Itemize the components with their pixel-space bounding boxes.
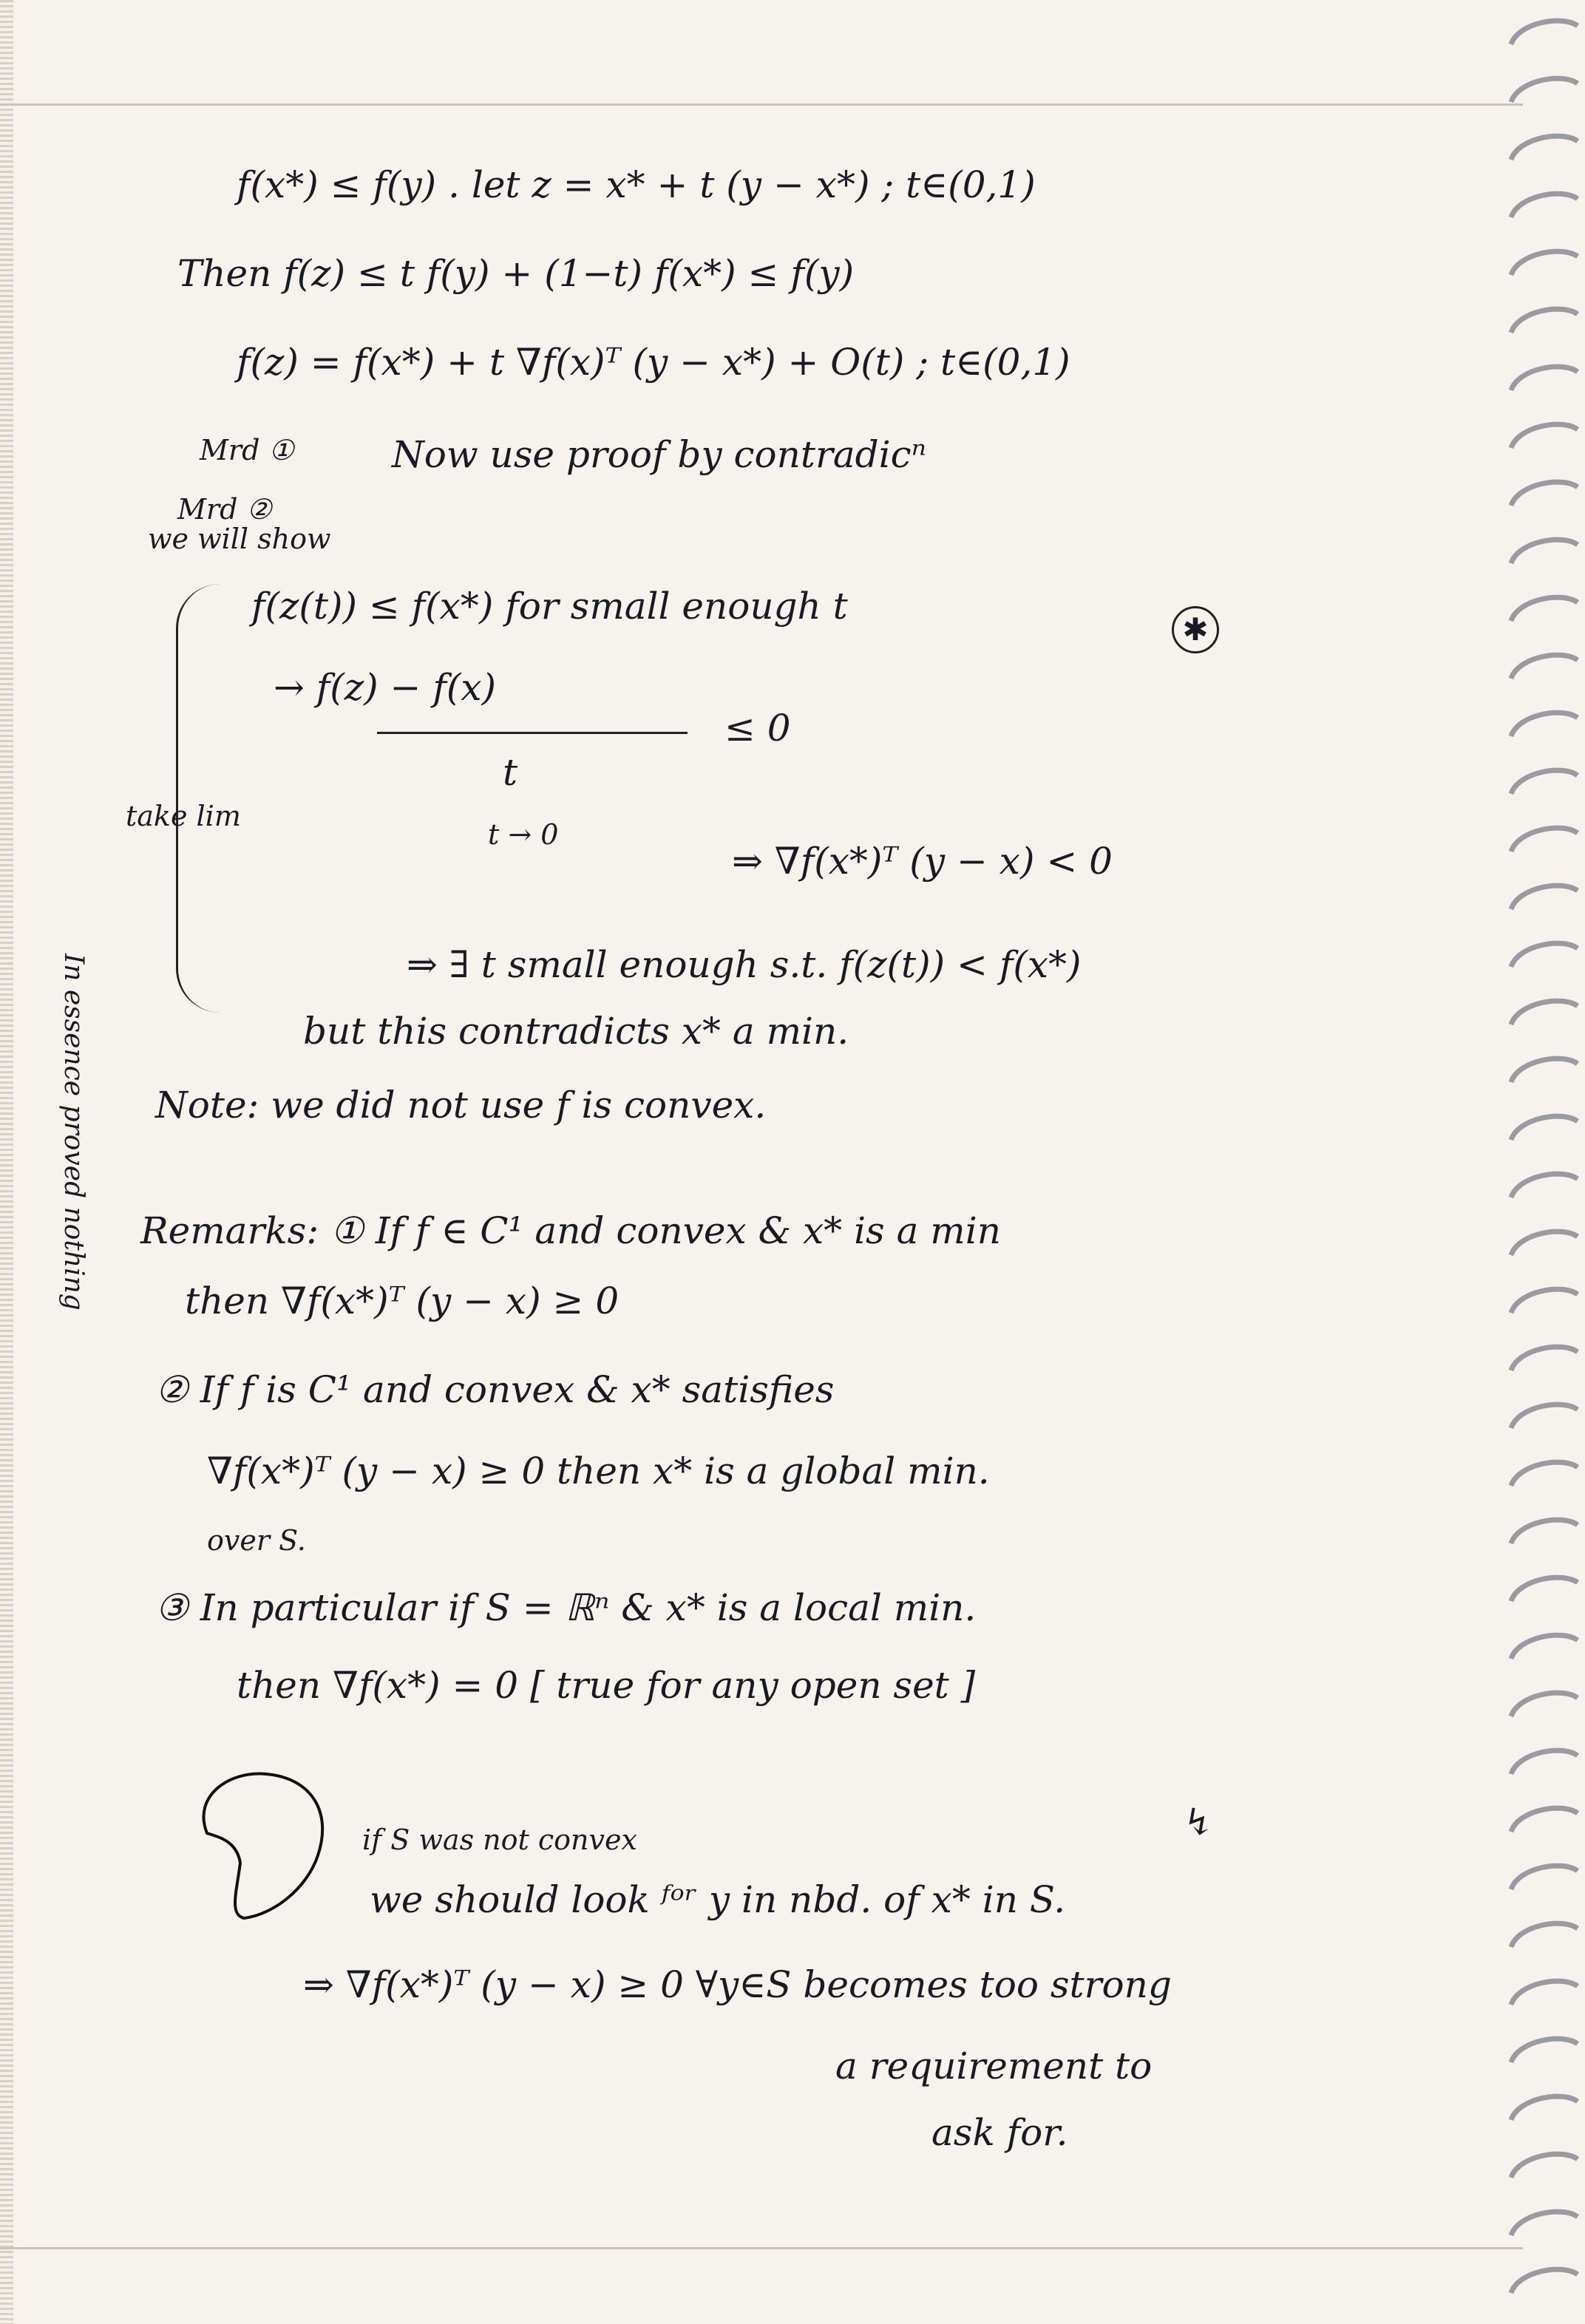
note-line: ⇒ ∇f(x*)ᵀ (y − x) ≥ 0 ∀y∈S becomes too strong xyxy=(303,1963,1172,2006)
note-line: if S was not convex xyxy=(362,1824,637,1856)
margin-note: we will show xyxy=(148,523,331,555)
spiral-ring xyxy=(1511,1808,1578,1832)
spiral-ring xyxy=(1511,21,1578,44)
note-line: f(z(t)) ≤ f(x*) for small enough t xyxy=(251,585,848,628)
nonconvex-set-sketch xyxy=(185,1767,340,1929)
spiral-ring xyxy=(1511,1289,1578,1313)
spiral-binding xyxy=(1504,0,1585,2324)
top-rule xyxy=(0,103,1523,106)
note-line: Then f(z) ≤ t f(y) + (1−t) f(x*) ≤ f(y) xyxy=(177,252,855,295)
spiral-ring xyxy=(1511,2039,1578,2062)
note-line: ⇒ ∃ t small enough s.t. f(z(t)) < f(x*) xyxy=(407,943,1082,986)
spiral-ring xyxy=(1511,2096,1578,2120)
note-line: f(z) = f(x*) + t ∇f(x)ᵀ (y − x*) + O(t) ; t∈(0,1) xyxy=(237,341,1070,384)
fraction-rhs: ≤ 0 xyxy=(724,707,791,750)
spiral-ring xyxy=(1511,1635,1578,1659)
spiral-ring xyxy=(1511,655,1578,679)
spiral-ring xyxy=(1511,540,1578,563)
spiral-ring xyxy=(1511,1866,1578,1889)
spiral-ring xyxy=(1511,770,1578,794)
note-line: then ∇f(x*) = 0 [ true for any open set ] xyxy=(237,1664,976,1707)
spiral-ring xyxy=(1511,1231,1578,1255)
note-line: but this contradicts x* a min. xyxy=(303,1010,849,1053)
note-line: ∇f(x*)ᵀ (y − x) ≥ 0 then x* is a global min. xyxy=(207,1450,990,1492)
spiral-ring xyxy=(1511,1174,1578,1197)
side-note: In essence proved nothing xyxy=(58,954,89,1311)
note-line: ② If f is C¹ and convex & x* satisfies xyxy=(155,1368,835,1411)
note-line: a requirement to xyxy=(835,2045,1153,2087)
spiral-ring xyxy=(1511,2154,1578,2178)
spiral-ring xyxy=(1511,1347,1578,1370)
note-line: then ∇f(x*)ᵀ (y − x) ≥ 0 xyxy=(185,1280,620,1322)
bracket xyxy=(176,584,245,1013)
spiral-ring xyxy=(1511,1001,1578,1025)
spiral-ring xyxy=(1511,482,1578,506)
spiral-ring xyxy=(1511,943,1578,967)
spiral-ring xyxy=(1511,1577,1578,1601)
spiral-ring xyxy=(1511,251,1578,275)
note-line: ③ In particular if S = ℝⁿ & x* is a local min. xyxy=(155,1586,977,1629)
spiral-ring xyxy=(1511,2212,1578,2235)
spiral-ring xyxy=(1511,1923,1578,1947)
lightning-icon: ↯ xyxy=(1183,1801,1214,1844)
spiral-ring xyxy=(1511,309,1578,333)
note-line: take lim xyxy=(126,800,241,832)
margin-note: Mrd ① xyxy=(200,434,294,466)
spiral-ring xyxy=(1511,2269,1578,2293)
note-line: we should look ᶠᵒʳ y in nbd. of x* in S. xyxy=(370,1878,1066,1921)
star-marker-icon: ✱ xyxy=(1172,606,1219,653)
spiral-ring xyxy=(1511,886,1578,909)
spiral-ring xyxy=(1511,136,1578,160)
bottom-rule xyxy=(0,2247,1523,2249)
fraction-bar xyxy=(377,732,688,734)
fraction-numerator: → f(z) − f(x) xyxy=(274,666,497,709)
note-line: over S. xyxy=(207,1524,306,1557)
fraction-denominator: t xyxy=(503,751,518,794)
margin-note: Mrd ② xyxy=(177,493,272,526)
spiral-ring xyxy=(1511,424,1578,448)
spiral-ring xyxy=(1511,78,1578,102)
note-line: ask for. xyxy=(931,2111,1068,2154)
note-line: f(x*) ≤ f(y) . let z = x* + t (y − x*) ; t∈(0,1) xyxy=(237,163,1036,206)
spiral-ring xyxy=(1511,1981,1578,2005)
note-line: Remarks: ① If f ∈ C¹ and convex & x* is a min xyxy=(140,1209,1001,1252)
spiral-ring xyxy=(1511,713,1578,736)
note-line: Note: we did not use f is convex. xyxy=(155,1084,767,1127)
spiral-ring xyxy=(1511,1059,1578,1082)
page-edge xyxy=(0,0,13,2324)
spiral-ring xyxy=(1511,1693,1578,1716)
spiral-ring xyxy=(1511,1116,1578,1140)
spiral-ring xyxy=(1511,597,1578,621)
note-line: Now use proof by contradicⁿ xyxy=(392,433,926,476)
spiral-ring xyxy=(1511,1404,1578,1428)
spiral-ring xyxy=(1511,828,1578,852)
spiral-ring xyxy=(1511,1462,1578,1486)
spiral-ring xyxy=(1511,1520,1578,1543)
spiral-ring xyxy=(1511,194,1578,217)
spiral-ring xyxy=(1511,1750,1578,1774)
note-line: t → 0 xyxy=(488,818,559,851)
note-line: ⇒ ∇f(x*)ᵀ (y − x) < 0 xyxy=(732,840,1113,883)
spiral-ring xyxy=(1511,367,1578,390)
